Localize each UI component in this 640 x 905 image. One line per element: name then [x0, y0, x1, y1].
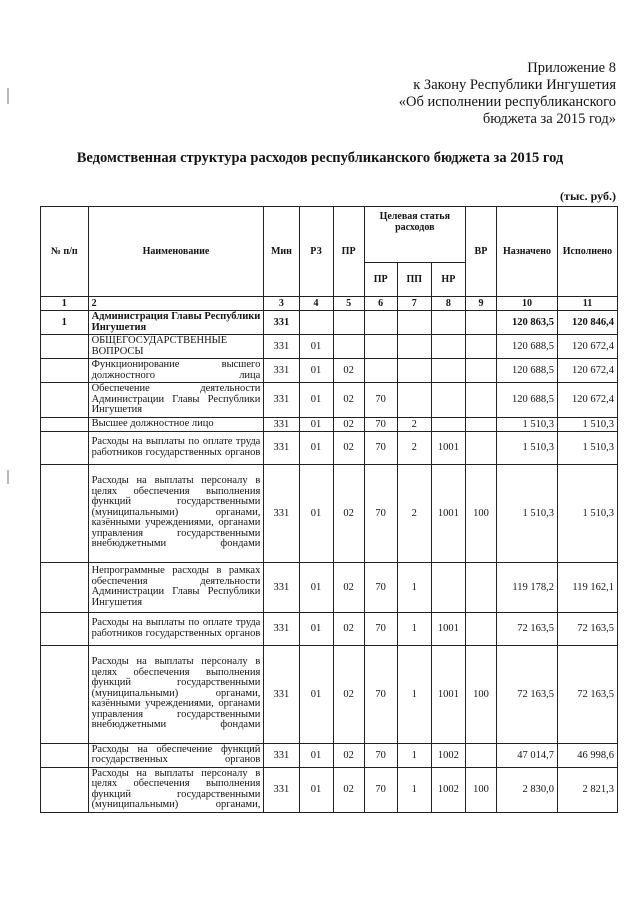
col-header-rz: РЗ	[299, 207, 333, 297]
row-vr	[465, 417, 496, 431]
row-num: 1	[41, 311, 89, 335]
row-num	[41, 767, 89, 812]
row-pr: 02	[333, 383, 364, 418]
row-target-pp: 2	[397, 464, 431, 562]
col-header-pr: ПР	[333, 207, 364, 297]
column-number: 11	[557, 297, 617, 311]
row-target-pr: 70	[364, 431, 397, 464]
row-target-nr	[431, 335, 465, 359]
row-target-nr: 1002	[431, 743, 465, 767]
row-rz: 01	[299, 464, 333, 562]
row-name: Непрограммные расходы в рамках обеспечения деятельности Администрации Главы Республики Ингушетия	[88, 562, 264, 612]
row-vr: 100	[465, 767, 496, 812]
table-row	[41, 383, 618, 418]
row-planned: 72 163,5	[496, 612, 557, 645]
row-min: 331	[264, 464, 299, 562]
scan-edge-mark	[7, 470, 9, 484]
row-vr	[465, 612, 496, 645]
row-min: 331	[264, 359, 299, 383]
row-vr	[465, 335, 496, 359]
table-row	[41, 335, 618, 359]
row-target-pp: 1	[397, 645, 431, 743]
row-target-pr: 70	[364, 767, 397, 812]
row-target-pr: 70	[364, 612, 397, 645]
column-number: 4	[299, 297, 333, 311]
table-row	[41, 562, 618, 612]
row-pr: 02	[333, 743, 364, 767]
row-executed: 119 162,1	[557, 562, 617, 612]
row-rz: 01	[299, 359, 333, 383]
table-row	[41, 767, 618, 812]
column-number: 1	[41, 297, 89, 311]
col-header-planned: Назначено	[496, 207, 557, 297]
appendix-line: к Закону Республики Ингушетия	[413, 77, 616, 93]
row-target-nr: 1001	[431, 612, 465, 645]
column-number-row	[41, 297, 618, 311]
row-rz: 01	[299, 383, 333, 418]
appendix-line: Приложение 8	[527, 60, 616, 76]
row-name: Расходы на обеспечение функций государственных органов	[88, 743, 264, 767]
row-executed: 120 672,4	[557, 359, 617, 383]
row-pr: 02	[333, 464, 364, 562]
col-header-target-nr: НР	[431, 263, 465, 297]
row-min: 331	[264, 431, 299, 464]
row-pr: 02	[333, 612, 364, 645]
row-target-pr	[364, 335, 397, 359]
col-header-target-pr: ПР	[364, 263, 397, 297]
scan-edge-mark	[7, 88, 9, 104]
row-target-pp: 1	[397, 562, 431, 612]
row-executed: 72 163,5	[557, 612, 617, 645]
row-min: 331	[264, 383, 299, 418]
row-rz: 01	[299, 645, 333, 743]
row-num	[41, 359, 89, 383]
col-header-target-group: Целевая статья расходов	[364, 207, 465, 263]
row-name: Расходы на выплаты персоналу в целях обеспечения выполнения функций государственными (муниципальными) органами,	[88, 767, 264, 812]
col-header-vr: ВР	[465, 207, 496, 297]
row-planned: 119 178,2	[496, 562, 557, 612]
row-vr	[465, 562, 496, 612]
row-target-pr: 70	[364, 645, 397, 743]
row-name: Функционирование высшего должностного лица	[88, 359, 264, 383]
row-planned: 120 688,5	[496, 383, 557, 418]
col-header-name: Наименование	[88, 207, 264, 297]
row-pr	[333, 335, 364, 359]
row-rz: 01	[299, 743, 333, 767]
row-num	[41, 431, 89, 464]
row-rz: 01	[299, 431, 333, 464]
row-target-nr	[431, 562, 465, 612]
row-name: Расходы на выплаты по оплате труда работников государственных органов	[88, 431, 264, 464]
appendix-header	[346, 60, 616, 128]
row-num	[41, 612, 89, 645]
row-vr	[465, 743, 496, 767]
units-label: (тыс. руб.)	[560, 189, 616, 203]
row-executed: 2 821,3	[557, 767, 617, 812]
row-target-pr: 70	[364, 562, 397, 612]
row-num	[41, 417, 89, 431]
row-name: Высшее должностное лицо	[88, 417, 264, 431]
row-min: 331	[264, 562, 299, 612]
row-executed: 1 510,3	[557, 464, 617, 562]
row-min: 331	[264, 612, 299, 645]
column-number: 9	[465, 297, 496, 311]
row-target-pp	[397, 359, 431, 383]
column-number: 5	[333, 297, 364, 311]
row-vr	[465, 431, 496, 464]
row-pr: 02	[333, 562, 364, 612]
row-planned: 120 688,5	[496, 335, 557, 359]
table-row	[41, 431, 618, 464]
table-row	[41, 645, 618, 743]
row-min: 331	[264, 311, 299, 335]
row-name: Расходы на выплаты персоналу в целях обеспечения выполнения функций государственными (муниципальными) органами, казёнными учреждениями, органами управления государственными внебюджетными фондами	[88, 464, 264, 562]
row-target-pp	[397, 383, 431, 418]
column-number: 6	[364, 297, 397, 311]
row-target-nr: 1001	[431, 645, 465, 743]
row-pr: 02	[333, 767, 364, 812]
row-num	[41, 743, 89, 767]
row-name: Расходы на выплаты персоналу в целях обеспечения выполнения функций государственными (муниципальными) органами, казёнными учреждениями, органами управления государственными внебюджетными фондами	[88, 645, 264, 743]
table-row	[41, 311, 618, 335]
row-name: Обеспечение деятельности Администрации Главы Республики Ингушетия	[88, 383, 264, 418]
row-target-pr: 70	[364, 743, 397, 767]
row-target-nr: 1002	[431, 767, 465, 812]
column-number: 8	[431, 297, 465, 311]
row-target-pr	[364, 311, 397, 335]
column-number: 7	[397, 297, 431, 311]
row-planned: 1 510,3	[496, 464, 557, 562]
row-planned: 120 688,5	[496, 359, 557, 383]
row-num	[41, 645, 89, 743]
row-vr: 100	[465, 464, 496, 562]
row-target-nr	[431, 383, 465, 418]
row-executed: 1 510,3	[557, 431, 617, 464]
row-target-pp: 1	[397, 743, 431, 767]
row-planned: 2 830,0	[496, 767, 557, 812]
row-min: 331	[264, 645, 299, 743]
row-target-pp: 2	[397, 431, 431, 464]
table-row	[41, 464, 618, 562]
row-pr: 02	[333, 417, 364, 431]
row-pr: 02	[333, 431, 364, 464]
row-num	[41, 464, 89, 562]
row-planned: 72 163,5	[496, 645, 557, 743]
row-rz: 01	[299, 562, 333, 612]
row-target-pp: 1	[397, 767, 431, 812]
row-target-pr	[364, 359, 397, 383]
row-rz: 01	[299, 417, 333, 431]
col-header-min: Мин	[264, 207, 299, 297]
row-min: 331	[264, 743, 299, 767]
row-pr: 02	[333, 645, 364, 743]
row-min: 331	[264, 767, 299, 812]
row-executed: 120 846,4	[557, 311, 617, 335]
row-executed: 120 672,4	[557, 335, 617, 359]
row-rz: 01	[299, 767, 333, 812]
row-planned: 47 014,7	[496, 743, 557, 767]
row-target-pp	[397, 335, 431, 359]
row-rz: 01	[299, 612, 333, 645]
row-target-nr	[431, 359, 465, 383]
table-row	[41, 417, 618, 431]
row-num	[41, 335, 89, 359]
table-row	[41, 359, 618, 383]
row-target-pp	[397, 311, 431, 335]
col-header-target-pp: ПП	[397, 263, 431, 297]
row-executed: 46 998,6	[557, 743, 617, 767]
column-number: 2	[88, 297, 264, 311]
row-target-nr	[431, 417, 465, 431]
row-planned: 120 863,5	[496, 311, 557, 335]
row-num	[41, 562, 89, 612]
row-planned: 1 510,3	[496, 417, 557, 431]
row-target-pr: 70	[364, 383, 397, 418]
row-executed: 120 672,4	[557, 383, 617, 418]
row-rz	[299, 311, 333, 335]
column-number: 10	[496, 297, 557, 311]
table-row	[41, 612, 618, 645]
row-num	[41, 383, 89, 418]
row-vr	[465, 359, 496, 383]
row-name: Администрация Главы Республики Ингушетия	[88, 311, 264, 335]
row-target-pr: 70	[364, 464, 397, 562]
row-vr	[465, 311, 496, 335]
row-min: 331	[264, 417, 299, 431]
row-name: Расходы на выплаты по оплате труда работников государственных органов	[88, 612, 264, 645]
row-target-pr: 70	[364, 417, 397, 431]
row-vr	[465, 383, 496, 418]
row-target-pp: 2	[397, 417, 431, 431]
row-vr: 100	[465, 645, 496, 743]
row-min: 331	[264, 335, 299, 359]
budget-table	[40, 206, 618, 813]
row-target-nr	[431, 311, 465, 335]
appendix-line: «Об исполнении республиканского	[398, 94, 616, 110]
row-target-nr: 1001	[431, 464, 465, 562]
row-target-nr: 1001	[431, 431, 465, 464]
row-pr: 02	[333, 359, 364, 383]
appendix-line: бюджета за 2015 год»	[482, 111, 616, 127]
col-header-executed: Исполнено	[557, 207, 617, 297]
row-planned: 1 510,3	[496, 431, 557, 464]
document-title: Ведомственная структура расходов республиканского бюджета за 2015 год	[76, 150, 564, 166]
row-rz: 01	[299, 335, 333, 359]
row-executed: 72 163,5	[557, 645, 617, 743]
row-target-pp: 1	[397, 612, 431, 645]
row-pr	[333, 311, 364, 335]
row-executed: 1 510,3	[557, 417, 617, 431]
column-number: 3	[264, 297, 299, 311]
col-header-num: № п/п	[41, 207, 89, 297]
row-name: ОБЩЕГОСУДАРСТВЕННЫЕ ВОПРОСЫ	[88, 335, 264, 359]
table-row	[41, 743, 618, 767]
